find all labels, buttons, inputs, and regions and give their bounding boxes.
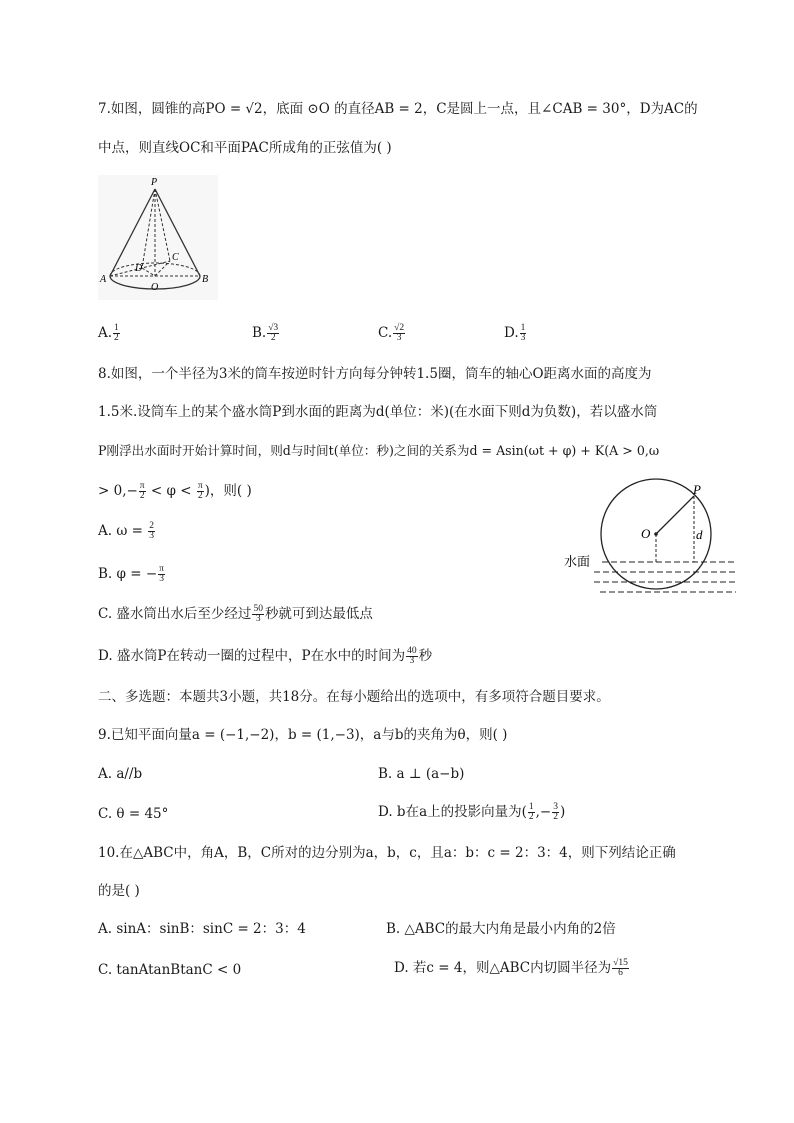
q8-option-b[interactable]: B. φ = − $\frac{\pi}{3}$ [98, 564, 164, 584]
label-d-wheel: d [696, 527, 703, 542]
label-B: B [202, 274, 209, 285]
q7-option-a[interactable]: A. $\frac{1}{2}$ [98, 323, 119, 343]
q10-stem-line1: 10.在△ABC中，角A，B，C所对的边分别为a，b，c，且a：b：c = 2：3：4，则下列结论正确 [98, 845, 676, 861]
q9-option-d[interactable]: D. b在a上的投影向量为( $\frac{1}{2}$ ,− $\frac{3}{2}$ ) [378, 802, 566, 822]
q7-option-b[interactable]: B. $\frac{√3}{2}$ [252, 323, 279, 343]
q7-stem-line2: 中点，则直线OC和平面PAC所成角的正弦值为( ) [98, 140, 392, 156]
label-D: D [135, 263, 143, 274]
q8-stem-line4: > 0,− $\frac{\pi}{2}$ < φ < $\frac{\pi}{2}$ )，则( ) [98, 481, 252, 501]
label-A: A [100, 274, 107, 285]
q10-option-d[interactable]: D. 若c = 4，则△ABC内切圆半径为 $\frac{√15}{6}$ [394, 958, 628, 978]
q8-stem-line2: 1.5米.设筒车上的某个盛水筒P到水面的距离为d(单位：米)(在水面下则d为负数)，若以盛水筒 [98, 404, 658, 420]
label-water-surface: 水面 [564, 554, 591, 569]
q10-option-b[interactable]: B. △ABC的最大内角是最小内角的2倍 [386, 921, 616, 937]
q10-stem-line2: 的是( ) [98, 883, 140, 899]
q8-option-c[interactable]: C. 盛水筒出水后至少经过 $\frac{50}{3}$ 秒就可到达最低点 [98, 604, 373, 624]
q10-option-c[interactable]: C. tanAtanBtanC < 0 [98, 962, 242, 978]
q8-stem-line1: 8.如图，一个半径为3米的筒车按逆时针方向每分钟转1.5圈，筒车的轴心O距离水面的高度为 [98, 366, 652, 382]
q8-option-a[interactable]: A. ω = $\frac{2}{3}$ [98, 521, 154, 541]
label-O-wheel: O [641, 526, 651, 541]
water-wheel-figure [560, 478, 740, 608]
label-O: O [151, 282, 159, 293]
q9-option-a[interactable]: A. a//b [98, 766, 143, 782]
q10-option-a[interactable]: A. sinA：sinB：sinC = 2：3：4 [98, 921, 306, 937]
q7-option-d[interactable]: D. $\frac{1}{3}$ [504, 323, 526, 343]
q9-option-c[interactable]: C. θ = 45° [98, 806, 169, 822]
label-P-wheel: P [693, 482, 701, 497]
q8-option-d[interactable]: D. 盛水筒P在转动一圈的过程中，P在水中的时间为 $\frac{40}{3}$ 秒 [98, 646, 433, 666]
q7-option-c[interactable]: C. $\frac{√2}{3}$ [378, 323, 405, 343]
label-C: C [172, 252, 179, 263]
label-P: P [151, 177, 158, 188]
q9-option-b[interactable]: B. a ⊥ (a−b) [378, 766, 465, 782]
q7-stem-line1: 7.如图，圆锥的高PO = √2，底面 ⊙O 的直径AB = 2，C是圆上一点，且∠CAB = 30°，D为AC的 [98, 101, 698, 117]
section-2-heading: 二、多选题：本题共3小题，共18分。在每小题给出的选项中，有多项符合题目要求。 [98, 689, 610, 705]
q9-stem: 9.已知平面向量a = (−1,−2)，b = (1,−3)，a与b的夹角为θ，则( ) [98, 727, 508, 743]
cone-figure [98, 175, 218, 300]
q8-stem-line3: P刚浮出水面时开始计算时间，则d与时间t(单位：秒)之间的关系为d = Asin(ωt + φ) + K(A > 0,ω [98, 443, 660, 458]
